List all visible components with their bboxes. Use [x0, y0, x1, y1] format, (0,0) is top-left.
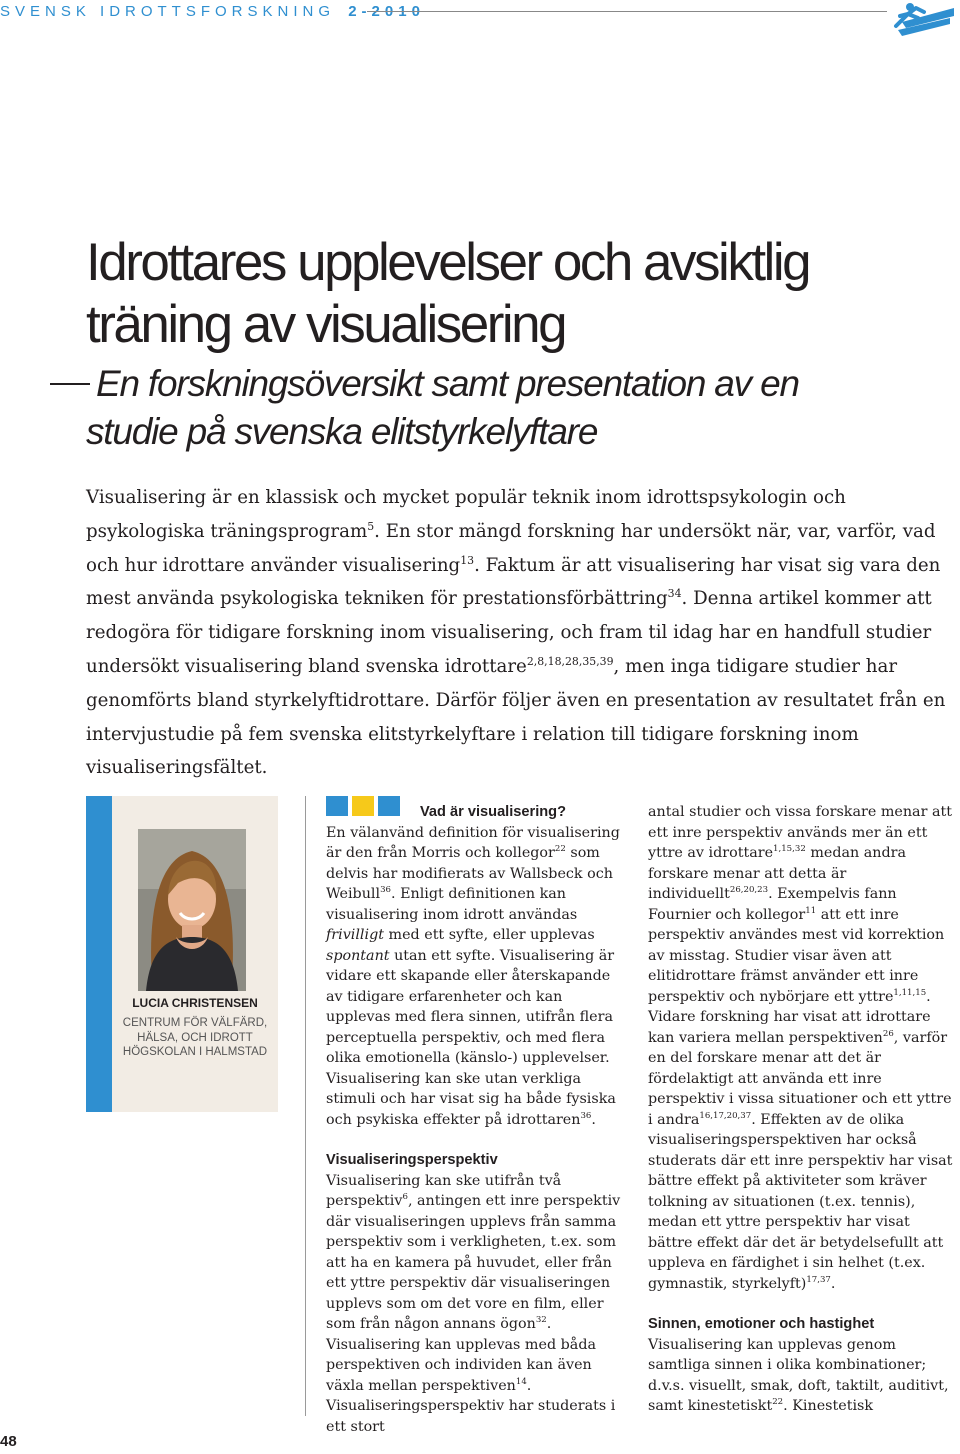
title-line-2: träning av visualisering: [86, 295, 566, 354]
author-affiliation: [112, 1016, 278, 1060]
article-subtitle: [86, 360, 946, 456]
author-card-stripe: [86, 796, 112, 1112]
journal-name: [0, 3, 425, 20]
body-column-middle: Vad är visualisering? En välanvänd definition för visualisering är den från Morris och kollegor$^{22}$ som delvis har modifierats av Wallsbeck och Weibull$^{36}$. Enligt definitionen kan visualisering inom idrott användas frivilligt med ett syfte, eller upplevas spontant utan ett syfte. Visualisering är vidare ett skapande eller återskapande av tidigare erfarenheter och kan upplevas med flera sinnen, utifrån flera perceptuella perspektiv, och med flera olika emotionella (känslo-) upplevelser. Visualisering kan ske utan verkliga stimuli och har visat sig ha både fysiska och psykiska effekter på idrottaren$^{36}$. Visualiseringsperspektiv Visualisering kan ske utifrån två perspektiv$^6$, antingen ett inre perspektiv där visualiseringen upplevs från samma perspektiv som i verkligheten, t.ex. som att ha en kamera på huvudet, eller från ett yttre perspektiv där visualiseringen upplevs som om det vore en film, eller som från någon annans ögon$^{32}$. Visualisering kan upplevas med båda perspektiven och individen kan även växla mellan perspektiven$^{14}$. Visualiseringsperspektiv har studerats i ett stort: [326, 802, 631, 1437]
author-affiliation-line: HÄLSA, OCH IDROTT: [137, 1031, 253, 1044]
header-rule: [367, 11, 887, 12]
article-title: [86, 232, 946, 356]
author-name: LUCIA CHRISTENSEN: [132, 996, 258, 1010]
author-affiliation-line: CENTRUM FÖR VÄLFÄRD,: [122, 1017, 268, 1029]
article-abstract: Visualisering är en klassisk och mycket populär teknik inom idrottspsykologin och psykologiska träningsprogram$^5$. En stor mängd forskning har undersökt när, var, varför, vad och hur idrottare använder visualisering$^{13}$. Faktum är att visualisering har visat sig vara den mest använda psykologiska tekniken för prestationsförbättring$^{34}$. Denna artikel kommer att redogöra för tidigare forskning inom visualisering, och fram til idag har en handfull studier undersökt visualisering bland svenska idrottare$^{2,8,18,28,35,39}$, men inga tidigare studier har genomförts bland styrkelyftidrottare. Därför följer även en presentation av resultatet från en intervjustudie på fem svenska elitstyrkelyftare i relation till tidigare forskning inom visualiseringsfältet.: [86, 487, 946, 779]
subtitle-line-2: studie på svenska elitstyrkelyftare: [86, 411, 598, 452]
journal-title: SVENSK IDROTTSFORSKNING: [0, 3, 336, 20]
emphasis-frivilligt: frivilligt: [326, 927, 384, 943]
title-line-1: Idrottares upplevelser och avsiktlig: [86, 233, 810, 292]
subtitle-dash: [50, 383, 90, 385]
section-heading-sinnen-emotioner: Sinnen, emotioner och hastighet: [648, 1316, 875, 1332]
subtitle-line-1: En forskningsöversikt samt presentation av en: [96, 363, 799, 404]
journal-issue: 2-2010: [348, 3, 425, 20]
column-divider: [305, 796, 306, 1416]
emphasis-spontant: spontant: [326, 947, 390, 964]
running-header: [0, 0, 960, 40]
page-number: 48: [0, 1433, 17, 1450]
section-heading-vad-ar-visualisering: Vad är visualisering?: [420, 804, 567, 820]
journal-logo-icon: [888, 2, 954, 36]
author-photo: [138, 829, 246, 991]
section-heading-visualiseringsperspektiv: Visualiseringsperspektiv: [326, 1152, 498, 1168]
author-affiliation-line: HÖGSKOLAN I HALMSTAD: [122, 1046, 268, 1058]
body-column-right: antal studier och vissa forskare menar att ett inre perspektiv används mer än ett yttre av idrottare$^{1,15,32}$ medan andra forskare menar att detta är individuellt$^{26,20,23}$. Exempelvis fann Fournier och kollegor$^{11}$ att ett inre perspektiv användes mest vid korrektion av misstag. Studier visar även att elitidrottare främst använder ett inre perspektiv och nybörjare ett yttre$^{1,11,15}$. Vidare forskning har visat att idrottare kan variera mellan perspektiven$^{26}$, varför en del forskare menar att det är fördelaktigt att använda ett inre perspektiv i vissa situationer och ett yttre i andra$^{16,17,20,37}$. Effekten av de olika visualiseringsperspektiven har också studerats där ett inre perspektiv har visat bättre effekt på aktiviteter som kräver tolkning av situationen (t.ex. tennis), medan ett yttre perspektiv har visat bättre effekt där det är betydelsefullt att uppleva en färdighet i sin helhet (t.ex. gymnastik, styrkelyft)$^{17,37}$. Sinnen, emotioner och hastighet Visualisering kan upplevas genom samtliga sinnen i olika kombinationer; d.v.s. visuellt, smak, doft, taktilt, auditivt, samt kinestetiskt$^{22}$. Kinestetisk: [648, 804, 953, 1414]
